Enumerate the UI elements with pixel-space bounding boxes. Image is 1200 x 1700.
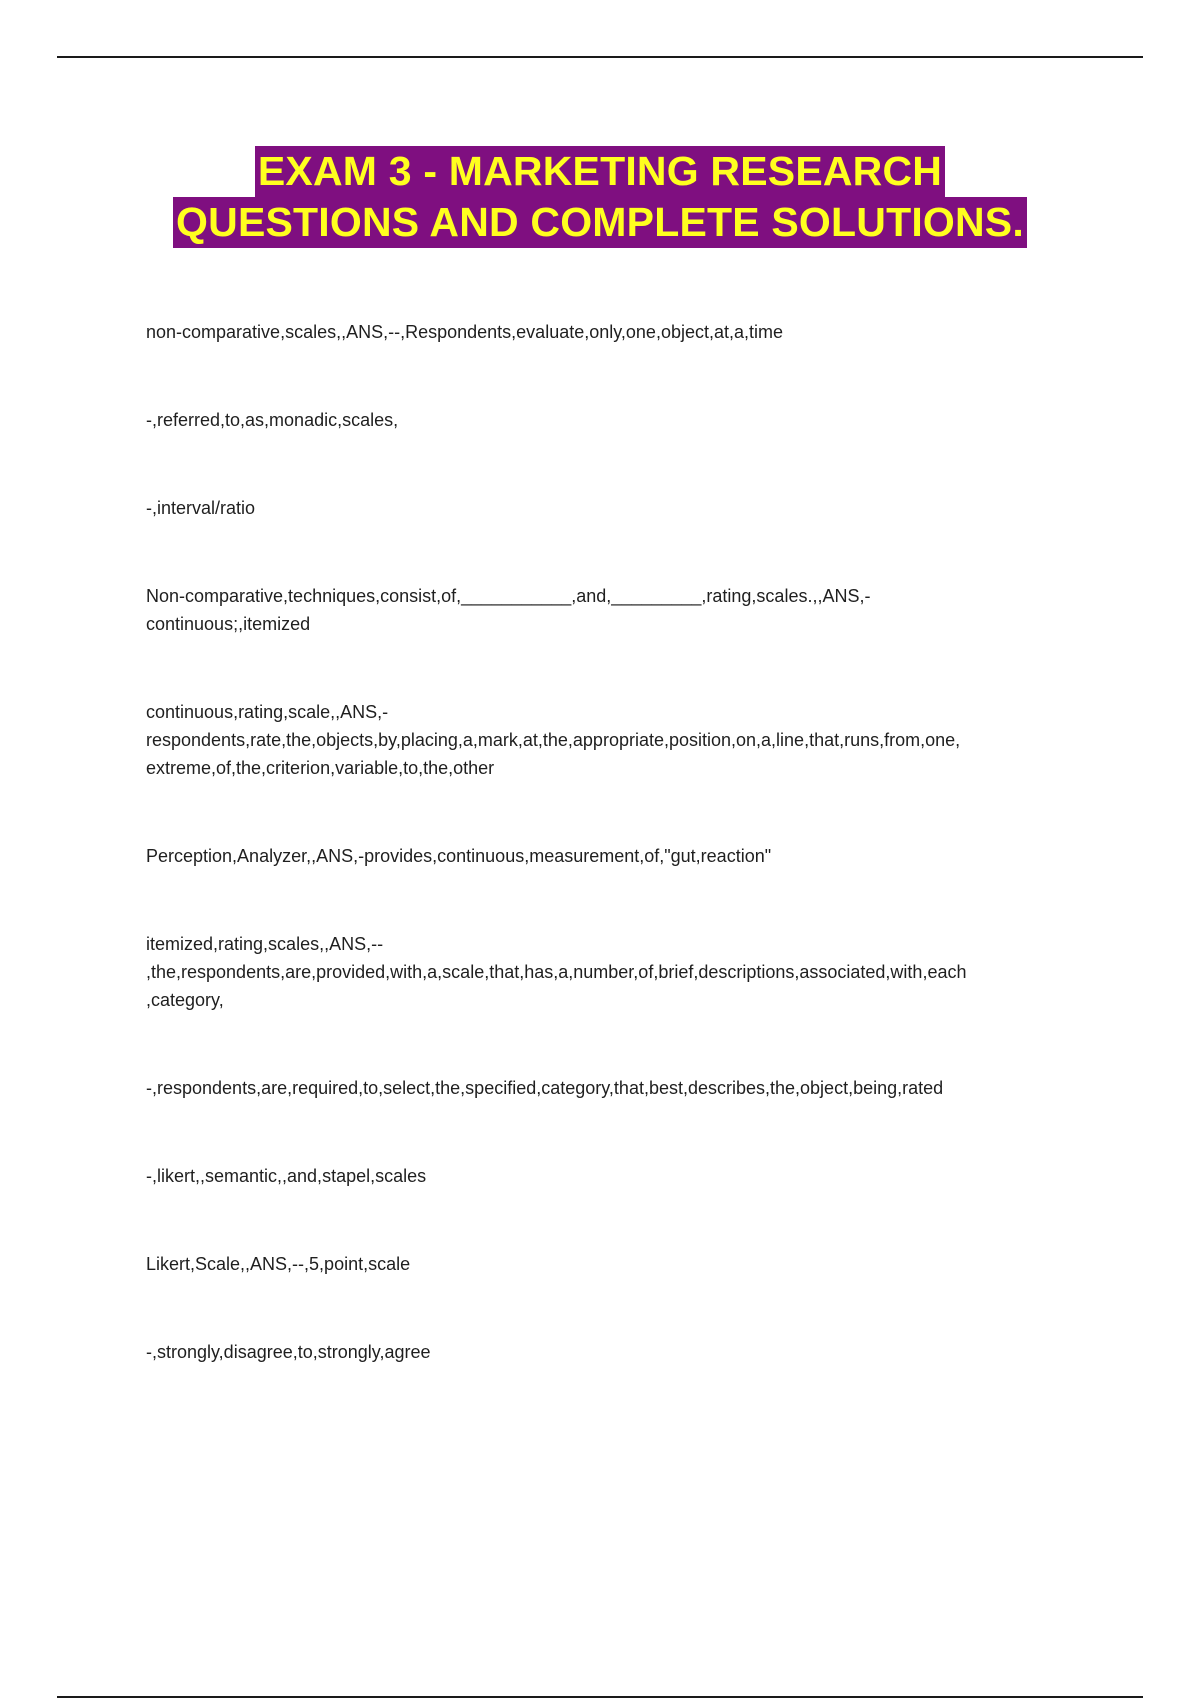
document-title: [0, 146, 1200, 248]
title-line-2: QUESTIONS AND COMPLETE SOLUTIONS.: [173, 197, 1027, 248]
paragraph-10: Likert,Scale,,ANS,--,5,point,scale: [146, 1254, 411, 1274]
document-body: [146, 318, 1096, 1426]
paragraph-8: -,respondents,are,required,to,select,the,specified,category,that,best,describes,the,object,being,rated: [146, 1078, 944, 1098]
paragraph-4: Non-comparative,techniques,consist,of,___________,and,_________,rating,scales.,,ANS,- continuous;,itemized: [146, 586, 871, 634]
paragraph-11: -,strongly,disagree,to,strongly,agree: [146, 1342, 431, 1362]
paragraph-7: itemized,rating,scales,,ANS,-- ,the,respondents,are,provided,with,a,scale,that,has,a,number,of,brief,descriptions,associated,with,each ,category,: [146, 934, 967, 1010]
paragraph-3: -,interval/ratio: [146, 498, 256, 518]
paragraph-6: Perception,Analyzer,,ANS,-provides,continuous,measurement,of,"gut,reaction": [146, 846, 772, 866]
top-rule: [57, 56, 1143, 58]
paragraph-5: continuous,rating,scale,,ANS,- respondents,rate,the,objects,by,placing,a,mark,at,the,appropriate,position,on,a,line,that,runs,from,one, extreme,of,the,criterion,variable,to,the,other: [146, 702, 961, 778]
paragraph-9: -,likert,,semantic,,and,stapel,scales: [146, 1166, 427, 1186]
paragraph-1: non-comparative,scales,,ANS,--,Respondents,evaluate,only,one,object,at,a,time: [146, 322, 784, 342]
paragraph-2: -,referred,to,as,monadic,scales,: [146, 410, 399, 430]
title-line-1: EXAM 3 - MARKETING RESEARCH: [255, 146, 945, 197]
bottom-rule: [57, 1696, 1143, 1698]
